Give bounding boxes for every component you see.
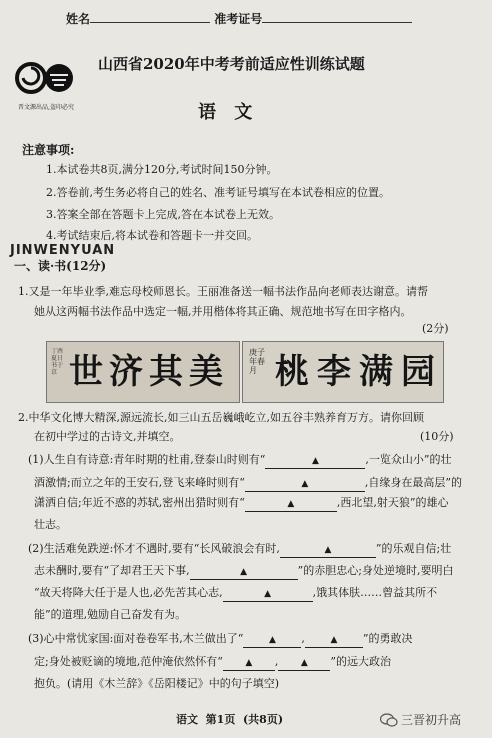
calligraphy-right-inscription: 庚子年春月 — [249, 348, 265, 375]
q2-p3-line1 — [28, 632, 413, 648]
q2-p3-text: ”的勇敢决 — [362, 632, 413, 645]
q2-p1-text: ,一览众山小”的壮 — [365, 453, 452, 466]
q2-p1-line2 — [34, 476, 462, 492]
swirl-logo-icon — [14, 58, 78, 98]
publisher-logo — [14, 58, 78, 112]
notes-heading: 注意事项: — [22, 143, 75, 157]
wechat-icon — [380, 713, 398, 727]
q1-score: (2分) — [422, 322, 449, 335]
calligraphy-left-text: 世济其美 — [69, 352, 229, 392]
q2-line2: 在初中学过的古诗文,并填空。 — [34, 430, 181, 443]
answer-blank[interactable] — [243, 632, 301, 648]
exam-no-underline — [262, 10, 412, 23]
q2-line1: 2.中华文化博大精深,源远流长,如三山五岳巍峨屹立,如五谷丰熟养育万方。请你回顾 — [18, 411, 424, 424]
q2-p1-text: ,自缘身在最高层”的 — [364, 476, 462, 489]
answer-blank[interactable] — [223, 586, 313, 602]
q2-p2-line1 — [28, 542, 451, 558]
blank-marker-icon: ▲ — [268, 635, 276, 645]
q2-p1-text: 酒激情;而立之年的王安石,登飞来峰时则有“ — [34, 476, 245, 489]
blank-marker-icon: ▲ — [311, 456, 319, 466]
calligraphy-right-text: 桃李满园 — [275, 352, 443, 392]
q2-p2-line3 — [34, 586, 437, 602]
exam-title: 山西省2020年中考考前适应性训练试题 — [98, 55, 365, 73]
q2-p3-text: (3)心中常忧家国:面对卷卷军书,木兰做出了“ — [28, 632, 244, 645]
q2-p3-text: , — [301, 632, 305, 645]
name-underline — [90, 10, 210, 23]
calligraphy-left-inscription: 丁酉夏日书于京 — [51, 348, 64, 376]
notes-item-3: 3.答案全部在答题卡上完成,答在本试卷上无效。 — [46, 208, 280, 221]
section1-heading: 一、读·书(12分) — [14, 259, 107, 273]
page-footer: 语文 第1页 (共8页) — [176, 713, 284, 726]
q2-p2-line2 — [34, 564, 453, 580]
answer-blank[interactable] — [190, 564, 298, 580]
answer-blank[interactable] — [278, 655, 330, 671]
blank-marker-icon: ▲ — [301, 479, 309, 489]
q2-p1-line1 — [28, 453, 452, 469]
blank-marker-icon: ▲ — [240, 567, 248, 577]
answer-blank[interactable] — [245, 496, 337, 512]
q2-p2-text: “故天将降大任于是人也,必先苦其心志, — [34, 586, 223, 599]
calligraphy-left — [46, 341, 240, 403]
blank-marker-icon: ▲ — [287, 499, 295, 509]
q2-p1-line3 — [34, 496, 448, 512]
blank-marker-icon: ▲ — [245, 658, 253, 668]
q2-p3-line2 — [34, 655, 391, 671]
brand-name: 三晋初升高 — [401, 713, 462, 727]
name-label: 姓名 — [66, 12, 91, 26]
q2-score: (10分) — [420, 430, 454, 443]
q2-p2-text: ”的乐观自信;壮 — [375, 542, 452, 555]
answer-blank[interactable] — [265, 453, 365, 469]
subject-title: 语 文 — [198, 102, 259, 123]
q2-p3-text: 定;身处被贬谪的境地,范仲淹依然怀有“ — [34, 655, 223, 668]
q2-p2-text: ,饿其体肤……曾益其所不 — [312, 586, 438, 599]
q2-p3-line3: 抱负。(请用《木兰辞》《岳阳楼记》中的句子填空) — [34, 677, 280, 690]
answer-blank[interactable] — [305, 632, 363, 648]
watermark: JINWENYUAN — [10, 243, 116, 258]
answer-blank[interactable] — [280, 542, 376, 558]
q1-line1: 1.又是一年毕业季,难忘母校师恩长。王丽准备送一幅书法作品向老师表达谢意。请帮 — [18, 285, 428, 298]
q1-line2: 她从这两幅书法作品中选定一幅,并用楷体将其正确、规范地书写在田字格内。 — [34, 305, 412, 318]
q2-p2-line4: 能”的道理,勉励自己奋发有为。 — [34, 608, 187, 621]
brand-badge — [380, 711, 461, 728]
blank-marker-icon: ▲ — [264, 589, 272, 599]
q2-p3-text: ”的远大政治 — [330, 655, 391, 668]
q2-p2-text: ”的赤胆忠心;身处逆境时,要明白 — [297, 564, 454, 577]
q2-p1-text: ,西北望,射天狼”的雄心 — [336, 496, 449, 509]
blank-marker-icon: ▲ — [330, 635, 338, 645]
q2-p1-line4: 壮志。 — [34, 518, 67, 531]
q2-p2-text: 志未酬时,要有“了却君王天下事, — [34, 564, 190, 577]
name-field — [66, 10, 412, 27]
q2-p3-text: , — [274, 655, 279, 668]
answer-blank[interactable] — [245, 476, 365, 492]
q2-p2-text: (2)生活难免跌逆:怀才不遇时,要有“长风破浪会有时, — [28, 542, 280, 555]
blank-marker-icon: ▲ — [300, 658, 308, 668]
q2-p1-text: (1)人生自有诗意:青年时期的杜甫,登泰山时则有“ — [28, 453, 266, 466]
exam-no-label: 准考证号 — [214, 12, 263, 26]
answer-blank[interactable] — [223, 655, 275, 671]
blank-marker-icon: ▲ — [324, 545, 332, 555]
q2-p1-text: 潇洒自信;年近不惑的苏轼,密州出猎时则有“ — [34, 496, 245, 509]
notes-item-2: 2.答卷前,考生务必将自己的姓名、准考证号填写在本试卷相应的位置。 — [46, 186, 390, 199]
calligraphy-right — [242, 341, 444, 403]
logo-caption: 晋文源出品,盗印必究 — [18, 104, 74, 111]
notes-item-4: 4.考试结束后,将本试卷和答题卡一并交回。 — [46, 229, 258, 242]
notes-item-1: 1.本试卷共8页,满分120分,考试时间150分钟。 — [46, 163, 278, 176]
